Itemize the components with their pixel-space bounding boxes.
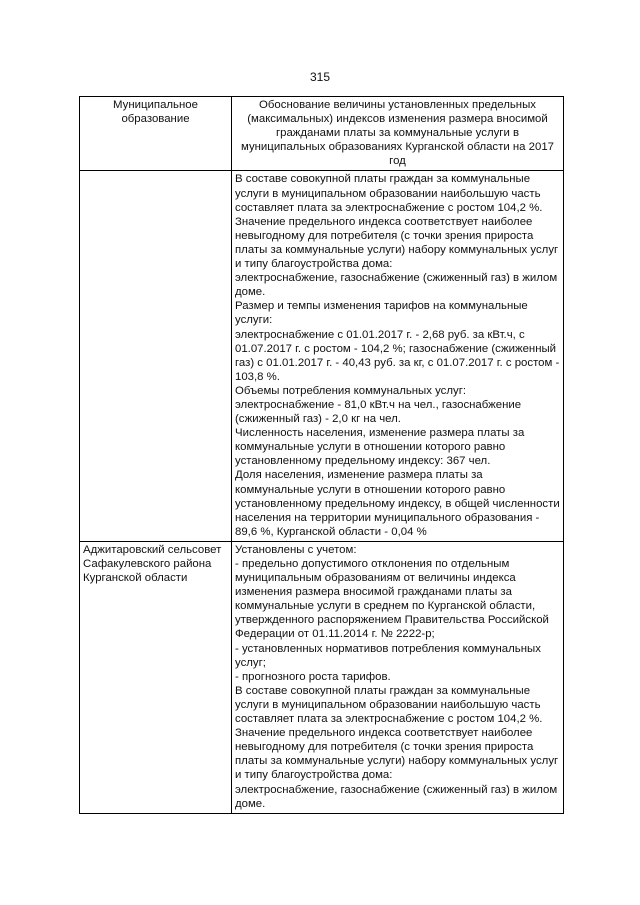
table-row [80,541,564,813]
header-justification-text: Обоснование величины установленных предельных (максимальных) индексов изменения размера вносимой гражданами платы за коммунальные услуги в муниципальных образованиях Курганской области на 2017 год [240,99,555,168]
paragraph: Размер и темпы изменения тарифов на коммунальные услуги: [235,300,528,327]
header-municipality [80,97,232,171]
paragraph: электроснабжение - 81,0 кВт.ч на чел., газоснабжение (сжиженный газ) - 2,0 кг на чел. [235,398,522,426]
header-municipality-text: Муниципальное образование [113,99,198,126]
justification-cell [232,541,564,813]
paragraph: Значение предельного индекса соответствует наиболее невыгодному для потребителя (с точки зрения прироста платы за коммунальные услуги) набору коммунальных услуг и типу благоустройства дома: [235,727,559,782]
paragraph: электроснабжение с 01.01.2017 г. - 2,68 руб. за кВт.ч, с 01.07.2017 г. с ростом - 104,2 %; газоснабжение (сжиженный газ) с 01.01.2017 г. - 40,43 руб. за кг, с 01.07.2017 г. с ростом - 103,8 %. [235,328,560,383]
paragraph: - установленных нормативов потребления коммунальных услуг; [235,642,541,669]
paragraph: электроснабжение, газоснабжение (сжиженный газ) в жилом доме. [235,272,558,299]
paragraph: В составе совокупной платы граждан за коммунальные услуги в муниципальном образовании наибольшую часть составляет плата за электроснабжение с ростом 104,2 %. [235,684,543,726]
paragraph: В составе совокупной платы граждан за коммунальные услуги в муниципальном образовании наибольшую часть составляет плата за электроснабжение с ростом 104,2 %. [235,173,543,214]
table-header-row [80,97,564,171]
paragraph: Численность населения, изменение размера платы за коммунальные услуги в отношении которого равно установленному предельному индексу: 367 чел. [235,427,525,468]
paragraph: электроснабжение, газоснабжение (сжиженный газ) в жилом доме. [235,783,558,810]
paragraph: - прогнозного роста тарифов. [235,670,391,683]
page-number: 315 [309,70,331,84]
paragraph: Установлены с учетом: [235,543,357,556]
header-justification [232,97,564,171]
table-row [80,171,564,541]
justification-cell [232,171,564,541]
paragraph: Значение предельного индекса соответствует наиболее невыгодному для потребителя (с точки зрения прироста платы за коммунальные услуги) набору коммунальных услуг и типу благоустройства дома: [235,215,559,271]
paragraph: - предельно допустимого отклонения по отдельным муниципальным образованиям от величины индекса изменения размера вносимой гражданами платы за коммунальные услуги в среднем по Курганской области, утвержденного распоряжением Правительства Российской Федерации от 01.11.2014 г. № 2222-р; [235,558,549,641]
paragraph: Объемы потребления коммунальных услуг: [235,384,467,397]
paragraph: Доля населения, изменение размера платы за коммунальные услуги в отношении которого равно установленному предельному индексу, в общей численности населения на территории муниципального образования - 89,6 %, Курганской области - 0,04 % [235,469,560,538]
municipality-cell [80,171,232,541]
municipality-name: Аджитаровский сельсовет Сафакулевского района Курганской области [83,543,222,585]
municipality-cell [80,541,232,813]
justification-table [79,96,564,814]
